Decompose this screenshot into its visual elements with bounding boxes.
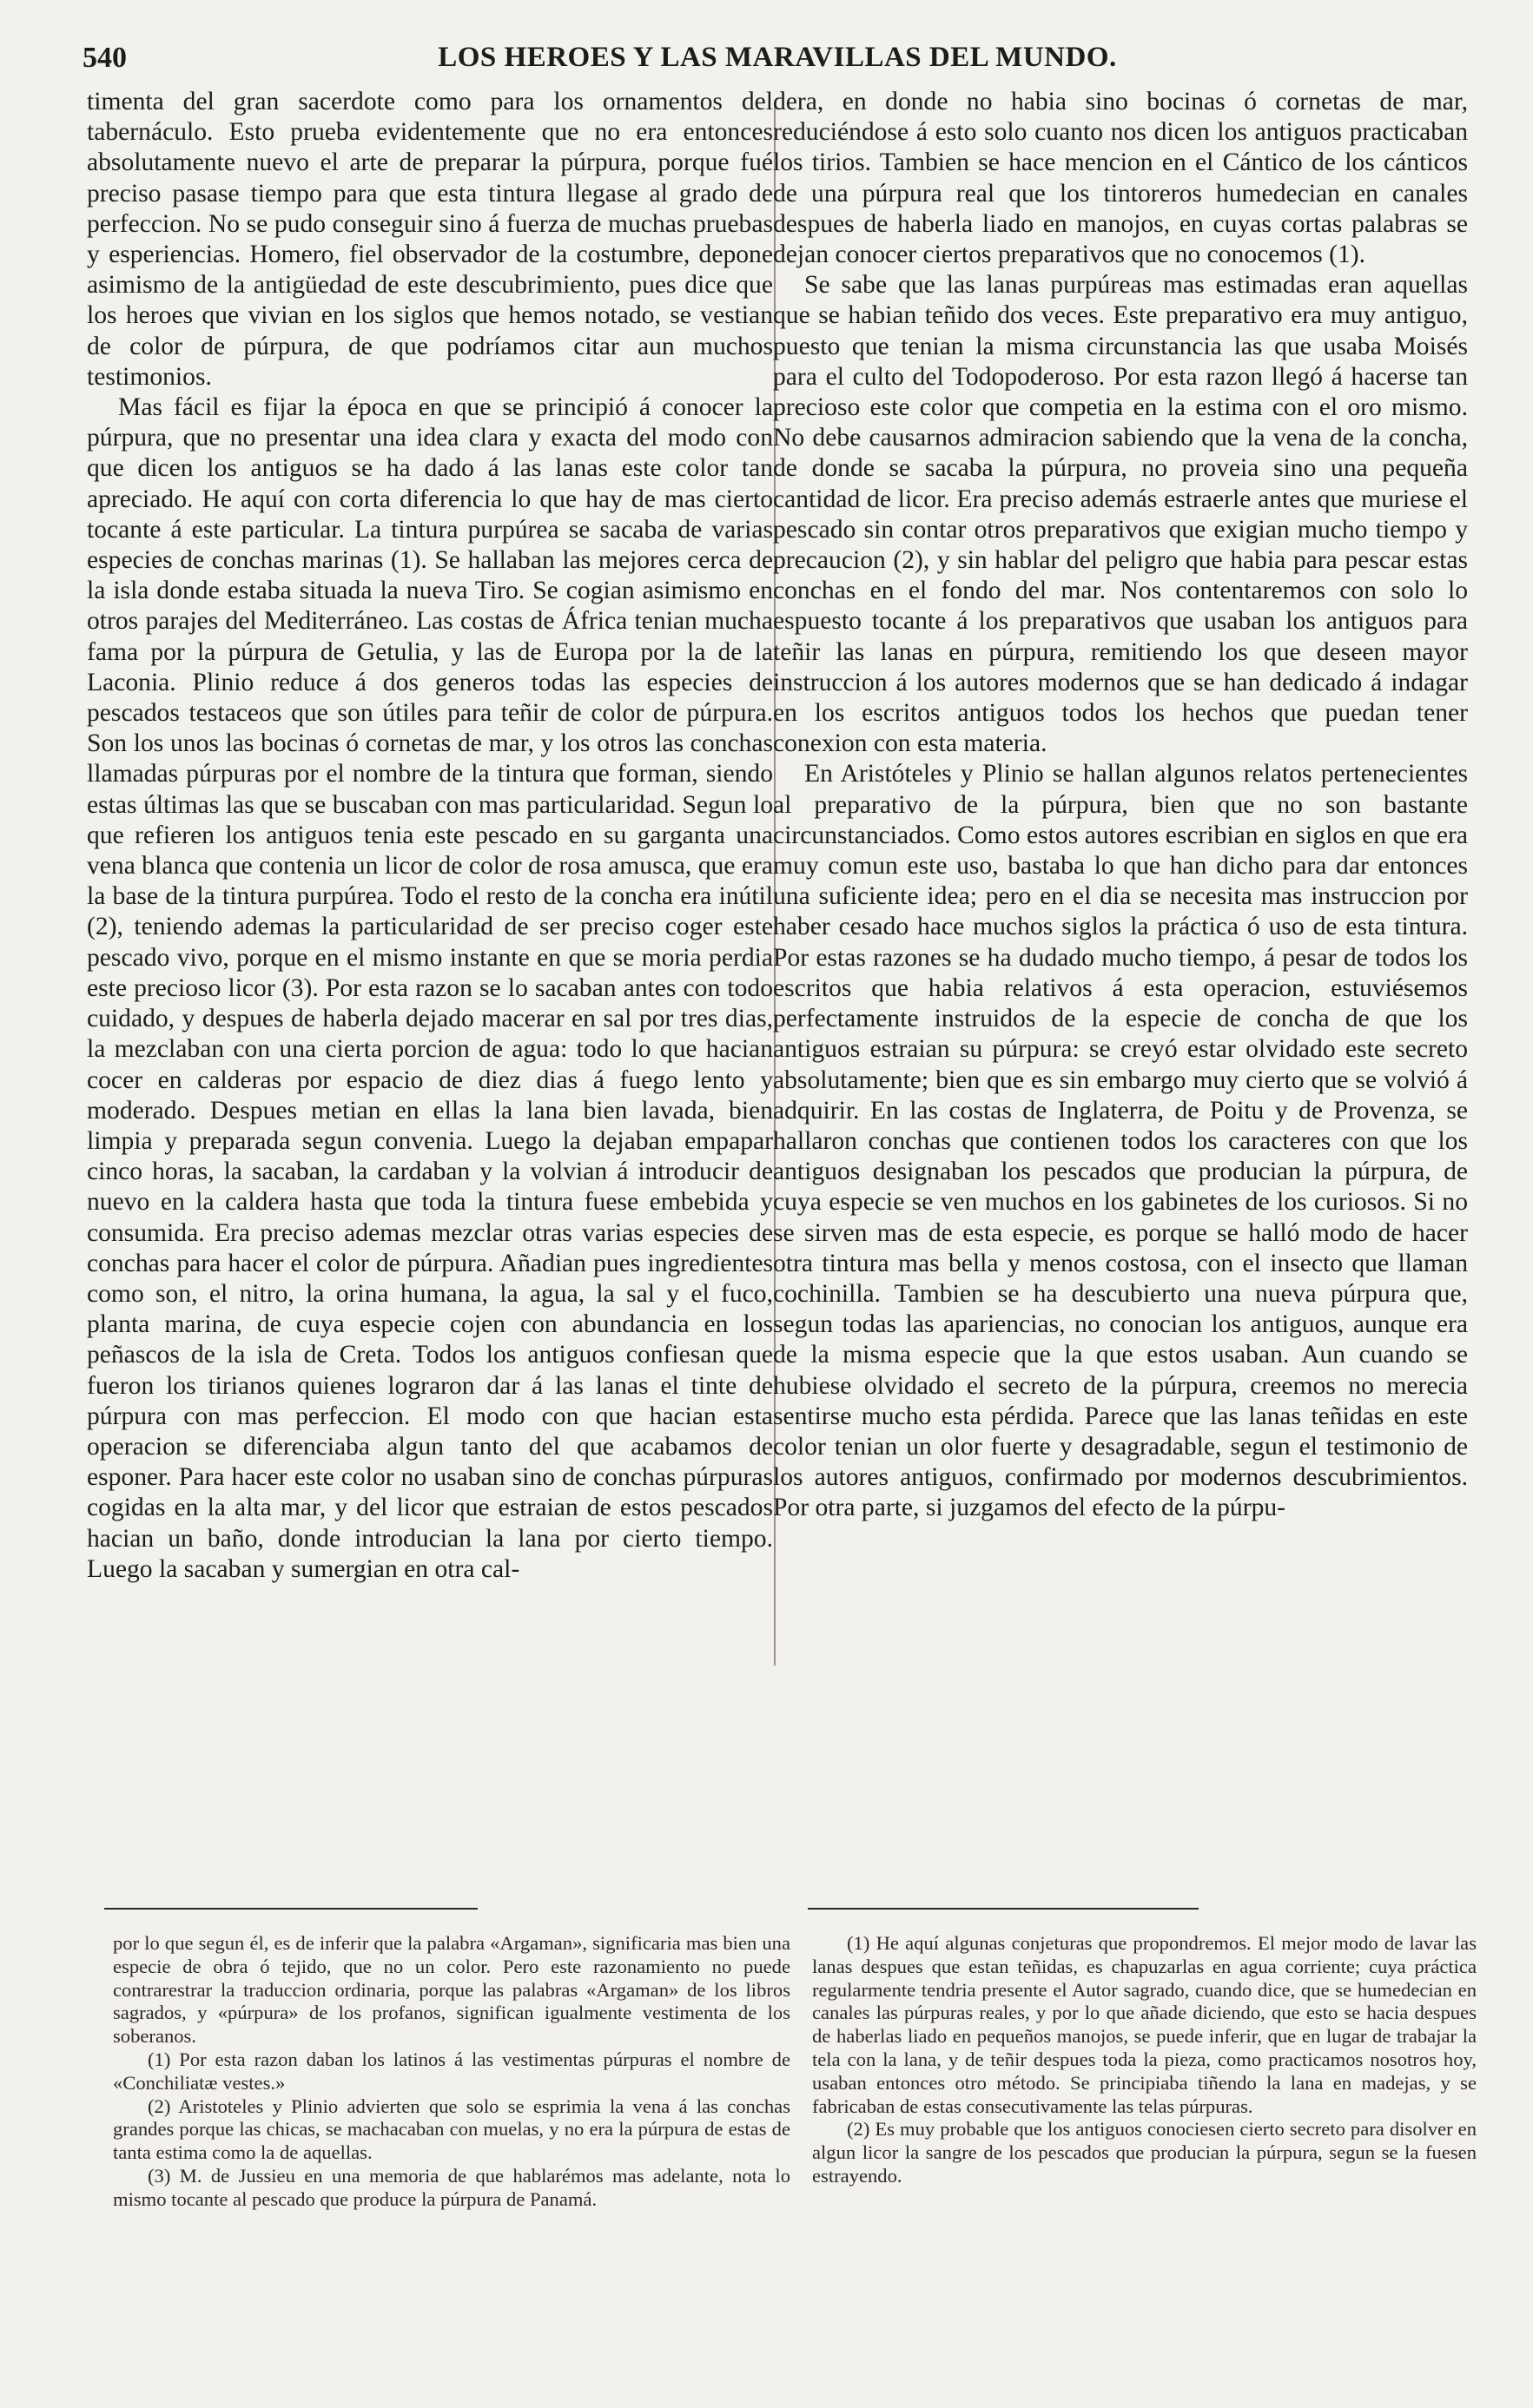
footnotes-right [812, 1932, 1477, 2366]
paragraph: Se sabe que las lanas purpúreas mas estimadas eran aquellas que se habian teñido dos veces. Este preparativo era muy antiguo, puesto que tenian la misma circunstancia las que usaba Moisés para el culto del Todopoderoso. Por esta razon llegó á hacerse tan precioso este color que competia en la estima con el oro mismo. No debe causarnos admiracion sabiendo que la vena de la concha, de donde se sacaba la púrpura, no proveia sino una pequeña cantidad de licor. Era preciso además estraerle antes que muriese el pescado sin contar otros preparativos que exigian mucho tiempo y precaucion (2), y sin hablar del peligro que habia para pescar estas conchas en el fondo del mar. Nos contentaremos con solo lo espuesto tocante á los preparativos que usaban los antiguos para teñir las lanas en púrpura, remitiendo los que deseen mayor instruccion á los autores modernos que se han dedicado á indagar en los escritos antiguos todos los hechos que puedan tener conexion con esta materia. [773, 271, 1468, 758]
footnote: (2) Aristoteles y Plinio advierten que solo se esprimia la vena á las conchas grandes porque las chicas, se machacaban con muelas, y no era la púrpura de estas de tanta estima como la de aquellas. [113, 2095, 790, 2164]
paragraph: dera, en donde no habia sino bocinas ó cornetas de mar, reduciéndose á esto solo cuanto nos dicen los antiguos practicaban los tirios. Tambien se hace mencion en el Cántico de los cánticos de una púrpura real que los tintoreros humedecian en canales despues de haberla liado en manojos, en cuyas cortas palabras se dejan conocer ciertos preparativos que no conocemos (1). [773, 88, 1468, 269]
footnote: (2) Es muy probable que los antiguos conociesen cierto secreto para disolver en algun licor la sangre de los pescados que producian la púrpura, segun se la fuesen estrayendo. [812, 2118, 1477, 2187]
footnote-rule-left [104, 1908, 478, 1910]
footnote: (1) He aquí algunas conjeturas que propondremos. El mejor modo de lavar las lanas despues que estan teñidas, es chapuzarlas en agua corriente; cuya práctica regularmente tendria presente el Autor sagrado, cuando dice, que se humedecian en canales las púrpuras reales, y por lo que añade diciendo, que esto se hacia despues de haberlas liado en pequeños manojos, se puede inferir, que en lugar de trabajar la tela con la lana, y de teñir despues toda la pieza, como practicamos nosotros hoy, usaban entonces otro método. Se principiaba tiñendo la lana en madejas, y se fabricaban de estas consecutivamente las telas púrpuras. [812, 1932, 1477, 2117]
paragraph: timenta del gran sacerdote como para los ornamentos del tabernáculo. Esto prueba evidentemente que no era entonces absolutamente nuevo el arte de preparar la púrpura, porque fué preciso pasase tiempo para que esta tintura llegase al grado de perfeccion. No se pudo conseguir sino á fuerza de muchas pruebas y esperiencias. Homero, fiel observador de la costumbre, depone asimismo de la antigüedad de este descubrimiento, pues dice que los heroes que vivian en los siglos que hemos notado, se vestian de color de púrpura, de que podríamos citar aun muchos testimonios. [87, 88, 773, 391]
paragraph: Mas fácil es fijar la época en que se principió á conocer la púrpura, que no presentar una idea clara y exacta del modo con que dicen los antiguos se ha dado á las lanas este color tan apreciado. He aquí con corta diferencia lo que hay de mas cierto tocante á este particular. La tintura purpúrea se sacaba de varias especies de conchas marinas (1). Se hallaban las mejores cerca de la isla donde estaba situada la nueva Tiro. Se cogian asimismo en otros parajes del Mediterráneo. Las costas de África tenian mucha fama por la púrpura de Getulia, y las de Europa por la de la Laconia. Plinio reduce á dos generos todas las especies de pescados testaceos que son útiles para teñir de color de púrpura. Son los unos las bocinas ó cornetas de mar, y los otros las conchas llamadas púrpuras por el nombre de la tintura que forman, siendo estas últimas las que se buscaban con mas particularidad. Segun lo que refieren los antiguos tenia este pescado en su garganta una vena blanca que contenia un licor de color de rosa amusca, que era la base de la tintura purpúrea. Todo el resto de la concha era inútil (2), teniendo ademas la particularidad de ser preciso coger este pescado vivo, porque en el mismo instante en que se moria perdia este precioso licor (3). Por esta razon se lo sacaban antes con todo cuidado, y despues de haberla dejado macerar en sal por tres dias, la mezclaban con una cierta porcion de agua: todo lo que hacian cocer en calderas por espacio de diez dias á fuego lento y moderado. Despues metian en ellas la lana bien lavada, bien limpia y preparada segun convenia. Luego la dejaban empapar cinco horas, la sacaban, la cardaban y la volvian á introducir de nuevo en la caldera hasta que toda la tintura fuese embebida y consumida. Era preciso ademas mezclar otras varias especies de conchas para hacer el color de púrpura. Añadian pues ingredientes como son, el nitro, la orina humana, la agua, la sal y el fuco, planta marina, de cuya especie cojen con abundancia en los peñascos de la isla de Creta. Todos los antiguos confiesan que fueron los tirianos quienes lograron dar á las lanas el tinte de púrpura con mas perfeccion. El modo con que hacian esta operacion se diferenciaba algun tanto del que acabamos de esponer. Para hacer este color no usaban sino de conchas púrpuras cogidas en la alta mar, y del licor que estraian de estos pescados hacian un baño, donde introducian la lana por cierto tiempo. Luego la sacaban y sumergian en otra cal- [87, 393, 773, 1583]
page-number: 540 [83, 42, 127, 74]
right-column [773, 87, 1468, 1667]
paragraph: En Aristóteles y Plinio se hallan algunos relatos pertenecientes al preparativo de la púrpura, bien que no son bastante circunstanciados. Como estos autores escribian en siglos en que era muy comun este uso, bastaba lo que han dicho para dar entonces una suficiente idea; pero en el dia se necesita mas instruccion por haber cesado hace muchos siglos la práctica ó uso de esta tintura. Por estas razones se ha dudado mucho tiempo, á pesar de todos los escritos que habia relativos á esta operacion, estuviésemos perfectamente instruidos de la especie de concha de que los antiguos estraian su púrpura: se creyó estar olvidado este secreto absolutamente; bien que es sin embargo muy cierto que se volvió á adquirir. En las costas de Inglaterra, de Poitu y de Provenza, se hallaron conchas que contienen todos los caracteres con que los antiguos designaban los pescados que producian la púrpura, de cuya especie se ven muchos en los gabinetes de los curiosos. Si no se sirven mas de esta especie, es porque se halló modo de hacer otra tintura mas bella y menos costosa, con el insecto que llaman cochinilla. Tambien se ha descubierto una nueva púrpura que, segun todas las apariencias, no conocian los antiguos, aunque era de la misma especie que la que estos usaban. Aun cuando se hubiese olvidado el secreto de la púrpura, creemos no merecia sentirse mucho esta pérdida. Parece que las lanas teñidas en este color tenian un olor fuerte y desagradable, segun el testimonio de los autores antiguos, confirmado por modernos descubrimientos. Por otra parte, si juzgamos del efecto de la púrpu- [773, 760, 1468, 1522]
footnote: (1) Por esta razon daban los latinos á las vestimentas púrpuras el nombre de «Conchiliatæ vestes.» [113, 2048, 790, 2094]
footnotes-left [113, 1932, 790, 2366]
footnote: por lo que segun él, es de inferir que la palabra «Argaman», significaria mas bien una especie de obra ó tejido, que no un color. Pero este razonamiento no puede contrarestrar la traduccion ordinaria, porque las palabras «Argaman» de los libros sagrados, y «púrpura» de los profanos, significan igualmente vestimenta de los soberanos. [113, 1932, 790, 2048]
page-header [83, 42, 1472, 82]
footnote: (3) M. de Jussieu en una memoria de que hablarémos mas adelante, nota lo mismo tocante al pescado que produce la púrpura de Panamá. [113, 2164, 790, 2210]
left-column [87, 87, 773, 1667]
footnote-rule-right [808, 1908, 1199, 1910]
running-title: LOS HEROES Y LAS MARAVILLAS DEL MUNDO. [438, 42, 1117, 73]
